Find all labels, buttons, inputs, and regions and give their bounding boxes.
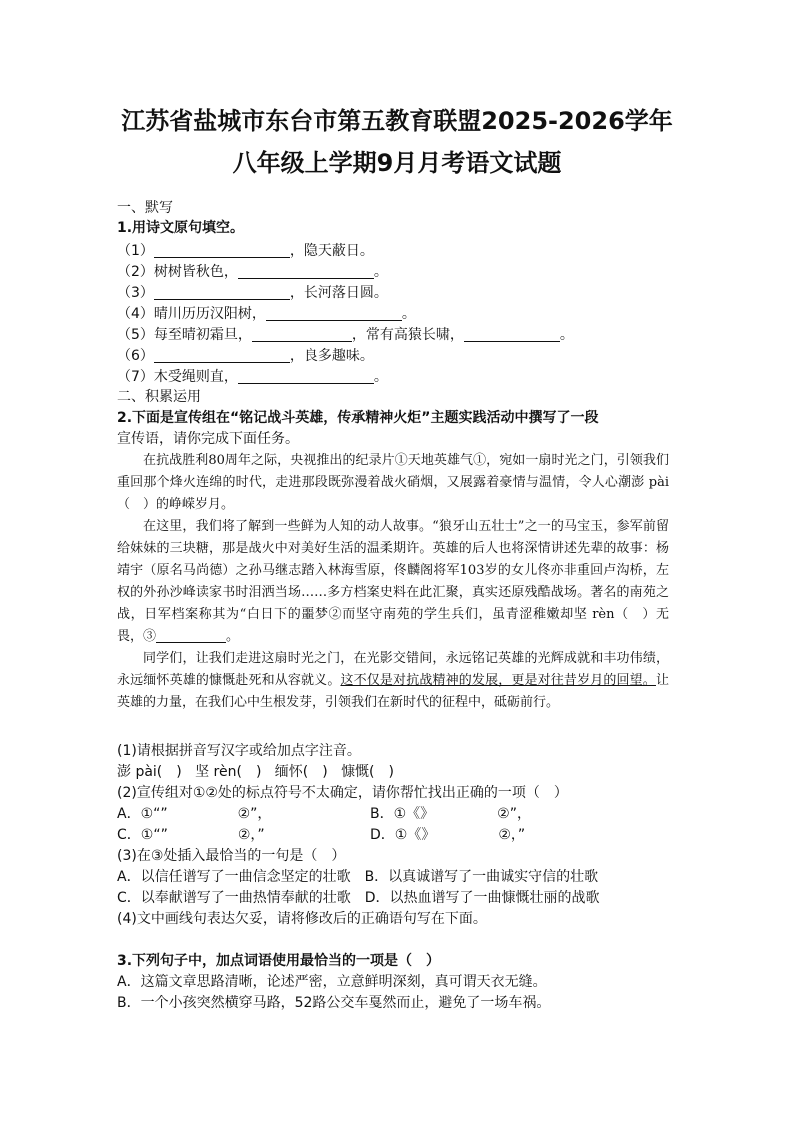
- item-text: 。: [373, 369, 388, 385]
- subquestion-1: (1)请根据拼音写汉字或给加点字注音。: [117, 743, 361, 759]
- option-d[interactable]: D．①《》 ②，”: [370, 827, 526, 843]
- item-number: （5）: [117, 327, 154, 343]
- item-text: 树树皆秋色，: [153, 264, 238, 280]
- answer-blank[interactable]: [154, 285, 290, 300]
- q1-item-4: [117, 305, 416, 324]
- answer-blank[interactable]: [464, 327, 560, 342]
- item-text: 。: [373, 264, 388, 280]
- answer-blank[interactable]: [154, 243, 290, 258]
- section-heading-accumulation: 二、积累运用: [117, 389, 201, 405]
- subquestion-4: (4)文中画线句表达欠妥，请将修改后的正确语句写在下面。: [117, 911, 487, 927]
- item-number: （7）: [117, 369, 154, 385]
- q1-item-6: [117, 347, 374, 366]
- paragraph-text: 同学们，让我们走进这扇时光之门，在光影交错间，永远铭记英雄的光辉成就和丰功伟绩，永远缅怀英雄的慷慨赴死和从容就义。: [117, 651, 669, 688]
- item-text: ，隐天蔽日。: [289, 243, 374, 259]
- option-a[interactable]: A．①“” ②”，: [117, 806, 272, 822]
- answer-blank[interactable]: [266, 306, 402, 321]
- q3-option-b[interactable]: B．一个小孩突然横穿马路，52路公交车戛然而止，避免了一场车祸。: [117, 995, 551, 1011]
- question-2-stem-line2: 宣传语，请你完成下面任务。: [117, 431, 299, 447]
- subquestion-2: (2)宣传组对①②处的标点符号不太确定，请你帮忙找出正确的一项（ ）: [117, 785, 568, 801]
- item-text: ，良多趣味。: [289, 348, 374, 364]
- item-text: 。: [401, 306, 416, 322]
- page-title-line1: 江苏省盐城市东台市第五教育联盟2025-2026学年: [121, 107, 673, 135]
- option-b[interactable]: B．①《》 ②”，: [370, 806, 531, 822]
- answer-blank-3[interactable]: [156, 628, 226, 643]
- item-number: （6）: [117, 348, 154, 364]
- q1-item-5: [117, 326, 574, 345]
- passage-paragraph-1: 在抗战胜利80周年之际，央视推出的纪录片①天地英雄气①，宛如一扇时光之门，引领我们重回那个烽火连绵的时代，走进那段既弥漫着战火硝烟，又展露着豪情与温情，令人心潮澎 pài（ ）的峥嵘岁月。: [117, 453, 669, 512]
- passage: [117, 450, 669, 714]
- word-kangkai: 慷慨( ): [341, 764, 394, 780]
- question-1-stem: 1.用诗文原句填空。: [117, 220, 245, 236]
- q1-item-1: [117, 242, 374, 261]
- item-number: （1）: [117, 243, 154, 259]
- passage-paragraph-3: [117, 648, 669, 714]
- item-text: 晴川历历汉阳树，: [153, 306, 266, 322]
- paragraph-text: 在这里，我们将了解到一些鲜为人知的动人故事。“狼牙山五壮士”之一的马宝玉，参军前留给妹妹的三块糖，那是战火中对美好生活的温柔期许。英雄的后人也将深情讲述先辈的故事：杨靖宇（原名马尚德）之孙马继志踏入林海雪原，佟麟阁将军103岁的女儿佟亦非重回卢沟桥，左权的外孙沙峰读家书时泪洒当场……多方档案史料在此汇聚，真实还原残酷战场。著名的南苑之战，日军档案称其为“白日下的噩梦②而坚守南苑的学生兵们，虽青涩稚嫩却坚 rèn（ ）无畏，③: [117, 519, 669, 644]
- item-number: （4）: [117, 306, 154, 322]
- q3-option-a[interactable]: A．这篇文章思路清晰，论述严密，立意鲜明深刻，真可谓天衣无缝。: [117, 974, 547, 990]
- item-text: ，常有高猿长啸，: [351, 327, 464, 343]
- q1-item-7: [117, 368, 388, 387]
- answer-blank[interactable]: [238, 264, 374, 279]
- item-text: 木受绳则直，: [153, 369, 238, 385]
- paragraph-text: 让英雄的力量，在我们心中生根发芽，引领我们在新时代的征程中，砥砺前行。: [117, 673, 669, 710]
- answer-blank[interactable]: [154, 348, 290, 363]
- word-pai: 澎 pài( ): [117, 764, 182, 780]
- item-text: 每至晴初霜旦，: [153, 327, 252, 343]
- item-text: 。: [559, 327, 574, 343]
- passage-paragraph-2: 在这里，我们将了解到一些鲜为人知的动人故事。“狼牙山五壮士”之一的马宝玉，参军前留给妹妹的三块糖，那是战火中对美好生活的温柔期许。英雄的后人也将深情讲述先辈的故事：杨靖宇（原名马尚德）之孙马继志踏入林海雪原，佟麟阁将军103岁的女儿佟亦非重回卢沟桥，左权的外孙沙峰读家书时泪洒当场……多方档案史料在此汇聚，真实还原残酷战场。著名的南苑之战，日军档案称其为“白日下的噩梦②而坚守南苑的学生兵们，虽青涩稚嫩却坚 rèn（ ）无畏，③ 。: [117, 519, 669, 644]
- word-ren: 坚 rèn( ): [195, 764, 262, 780]
- q1-item-2: [117, 263, 388, 282]
- word-mianhuai: 缅怀( ): [274, 764, 328, 780]
- subquestion-3-options-cd[interactable]: C．以奉献谱写了一曲热情奉献的壮歌 D．以热血谱写了一曲慷慨壮丽的战歌: [117, 890, 600, 906]
- section-heading-dictation: 一、默写: [117, 200, 173, 216]
- underlined-sentence: 这不仅是对抗战精神的发展，更是对往昔岁月的回望。: [340, 673, 656, 688]
- subquestion-3: (3)在③处插入最恰当的一句是（ ）: [117, 848, 346, 864]
- question-3-stem: 3.下列句子中，加点词语使用最恰当的一项是（ ）: [117, 953, 441, 969]
- subquestion-1-words: [117, 763, 394, 782]
- answer-blank[interactable]: [252, 327, 352, 342]
- item-number: （2）: [117, 264, 154, 280]
- page-title-line2: 八年级上学期9月月考语文试题: [232, 149, 562, 177]
- answer-blank[interactable]: [238, 369, 374, 384]
- question-2-stem-line1: 2.下面是宣传组在“铭记战斗英雄，传承精神火炬”主题实践活动中撰写了一段: [117, 410, 599, 426]
- item-text: ，长河落日圆。: [289, 285, 388, 301]
- item-number: （3）: [117, 285, 154, 301]
- subquestion-3-options-ab[interactable]: A．以信任谱写了一曲信念坚定的壮歌 B．以真诚谱写了一曲诚实守信的壮歌: [117, 869, 599, 885]
- q1-item-3: [117, 284, 388, 303]
- option-c[interactable]: C．①“” ②，”: [117, 827, 265, 843]
